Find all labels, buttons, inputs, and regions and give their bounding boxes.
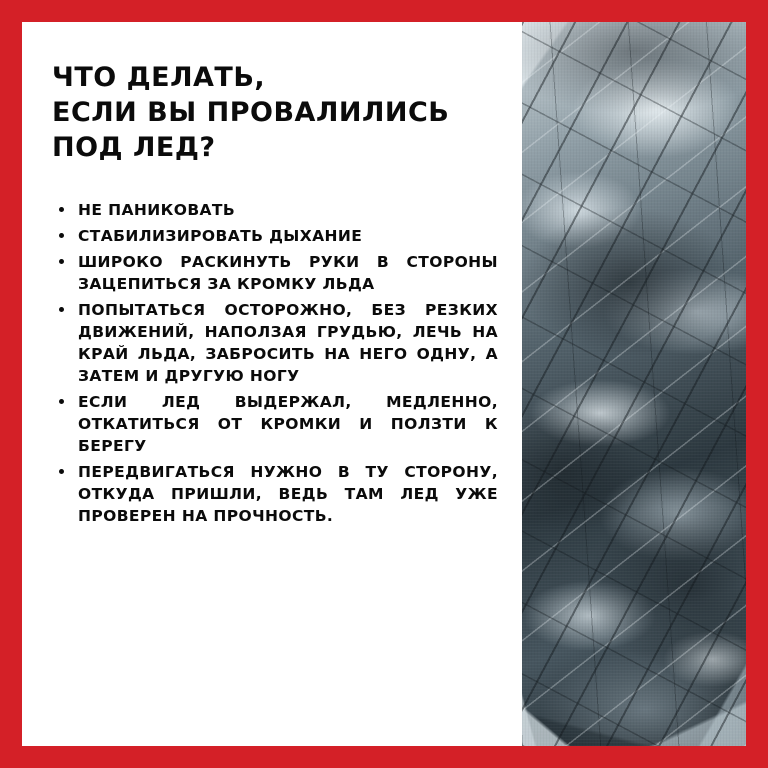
list-item: НЕ ПАНИКОВАТЬ [56, 199, 498, 221]
list-item: ШИРОКО РАСКИНУТЬ РУКИ В СТОРОНЫ ЗАЦЕПИТЬСЯ ЗА КРОМКУ ЛЬДА [56, 251, 498, 295]
poster-inner [22, 22, 746, 746]
list-item: ЕСЛИ ЛЕД ВЫДЕРЖАЛ, МЕДЛЕННО, ОТКАТИТЬСЯ ОТ КРОМКИ И ПОЛЗТИ К БЕРЕГУ [56, 391, 498, 457]
poster-text-panel [22, 22, 522, 746]
photo-grain-layer [522, 22, 746, 746]
list-item: ПОПЫТАТЬСЯ ОСТОРОЖНО, БЕЗ РЕЗКИХ ДВИЖЕНИЙ, НАПОЛЗАЯ ГРУДЬЮ, ЛЕЧЬ НА КРАЙ ЛЬДА, ЗАБРОСИТЬ НА НЕГО ОДНУ, А ЗАТЕМ И ДРУГУЮ НОГУ [56, 299, 498, 387]
list-item: ПЕРЕДВИГАТЬСЯ НУЖНО В ТУ СТОРОНУ, ОТКУДА ПРИШЛИ, ВЕДЬ ТАМ ЛЕД УЖЕ ПРОВЕРЕН НА ПРОЧНОСТЬ. [56, 461, 498, 527]
instruction-list [56, 199, 498, 527]
page-title-line-3: ПОД ЛЕД? [52, 132, 216, 164]
page-title-line-2: ЕСЛИ ВЫ ПРОВАЛИЛИСЬ [52, 97, 450, 129]
page-title-line-1: ЧТО ДЕЛАТЬ, [52, 62, 266, 93]
page-title [52, 60, 498, 165]
list-item: СТАБИЛИЗИРОВАТЬ ДЫХАНИЕ [56, 225, 498, 247]
broken-ice-photo [522, 22, 746, 746]
